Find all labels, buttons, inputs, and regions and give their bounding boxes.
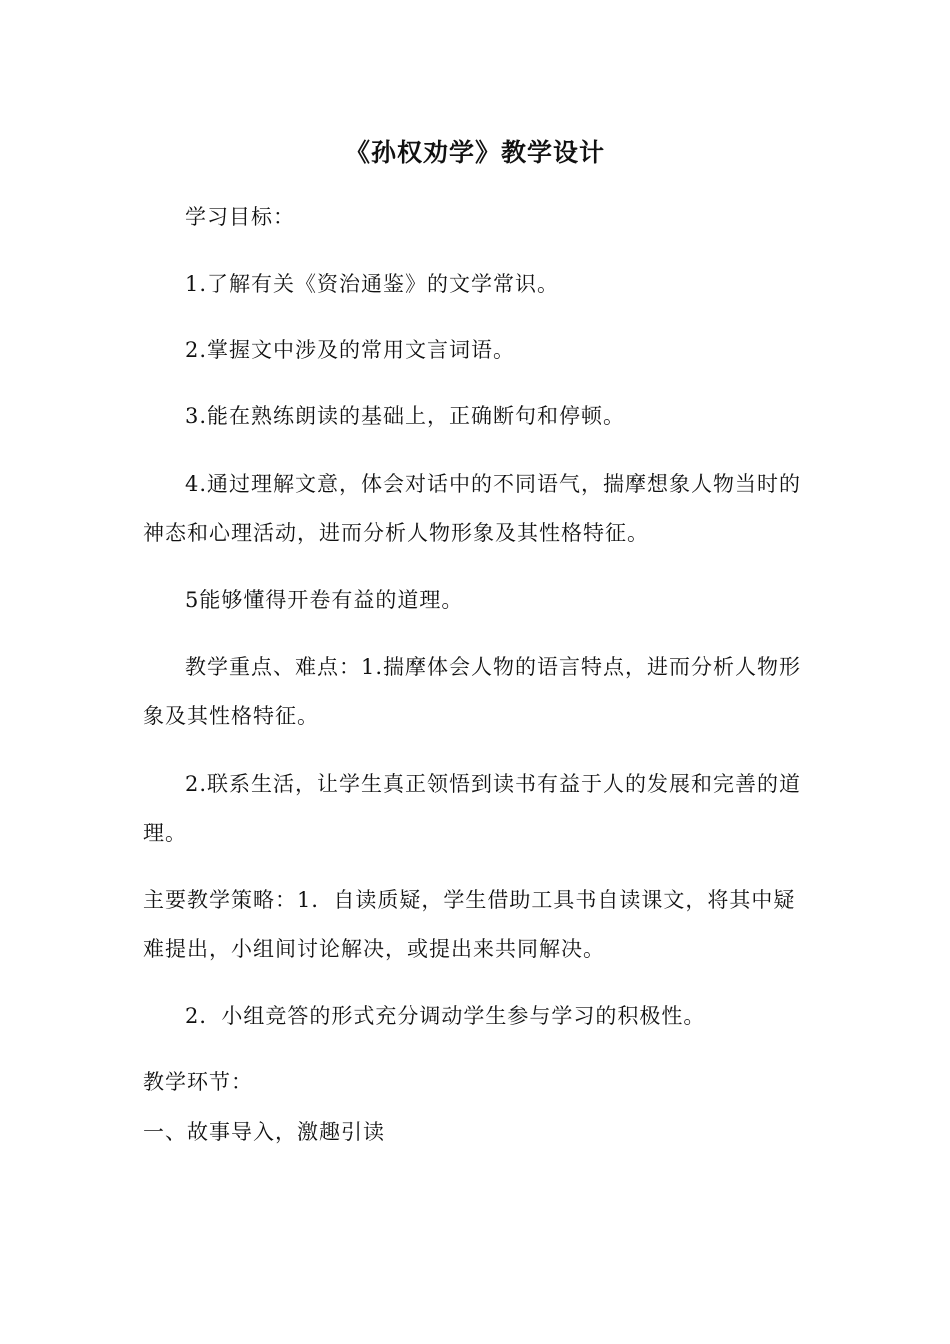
steps-heading: 教学环节： <box>143 1070 253 1094</box>
goal-item-5: 5能够懂得开卷有益的道理。 <box>185 588 464 612</box>
key-points-paragraph-1: 教学重点、难点：1.揣摩体会人物的语言特点，进而分析人物形象及其性格特征。 <box>143 655 802 728</box>
goal-item-1: 1.了解有关《资治通鉴》的文学常识。 <box>185 272 560 296</box>
key-points-paragraph-2: 2.联系生活，让学生真正领悟到读书有益于人的发展和完善的道理。 <box>143 772 802 845</box>
goals-heading: 学习目标： <box>185 205 295 229</box>
goal-item-3: 3.能在熟练朗读的基础上，正确断句和停顿。 <box>185 404 626 428</box>
goal-item-2: 2.掌握文中涉及的常用文言词语。 <box>185 338 516 362</box>
document-title: 《孙权劝学》教学设计 <box>344 138 605 167</box>
strategy-paragraph-2: 2．小组竞答的形式充分调动学生参与学习的积极性。 <box>185 1004 706 1028</box>
step-item-1: 一、故事导入，激趣引读 <box>143 1120 385 1144</box>
strategy-paragraph-1: 主要教学策略：1．自读质疑，学生借助工具书自读课文，将其中疑难提出，小组间讨论解决，或提出来共同解决。 <box>143 888 796 961</box>
goal-item-4: 4.通过理解文意，体会对话中的不同语气，揣摩想象人物当时的神态和心理活动，进而分析人物形象及其性格特征。 <box>143 472 802 545</box>
